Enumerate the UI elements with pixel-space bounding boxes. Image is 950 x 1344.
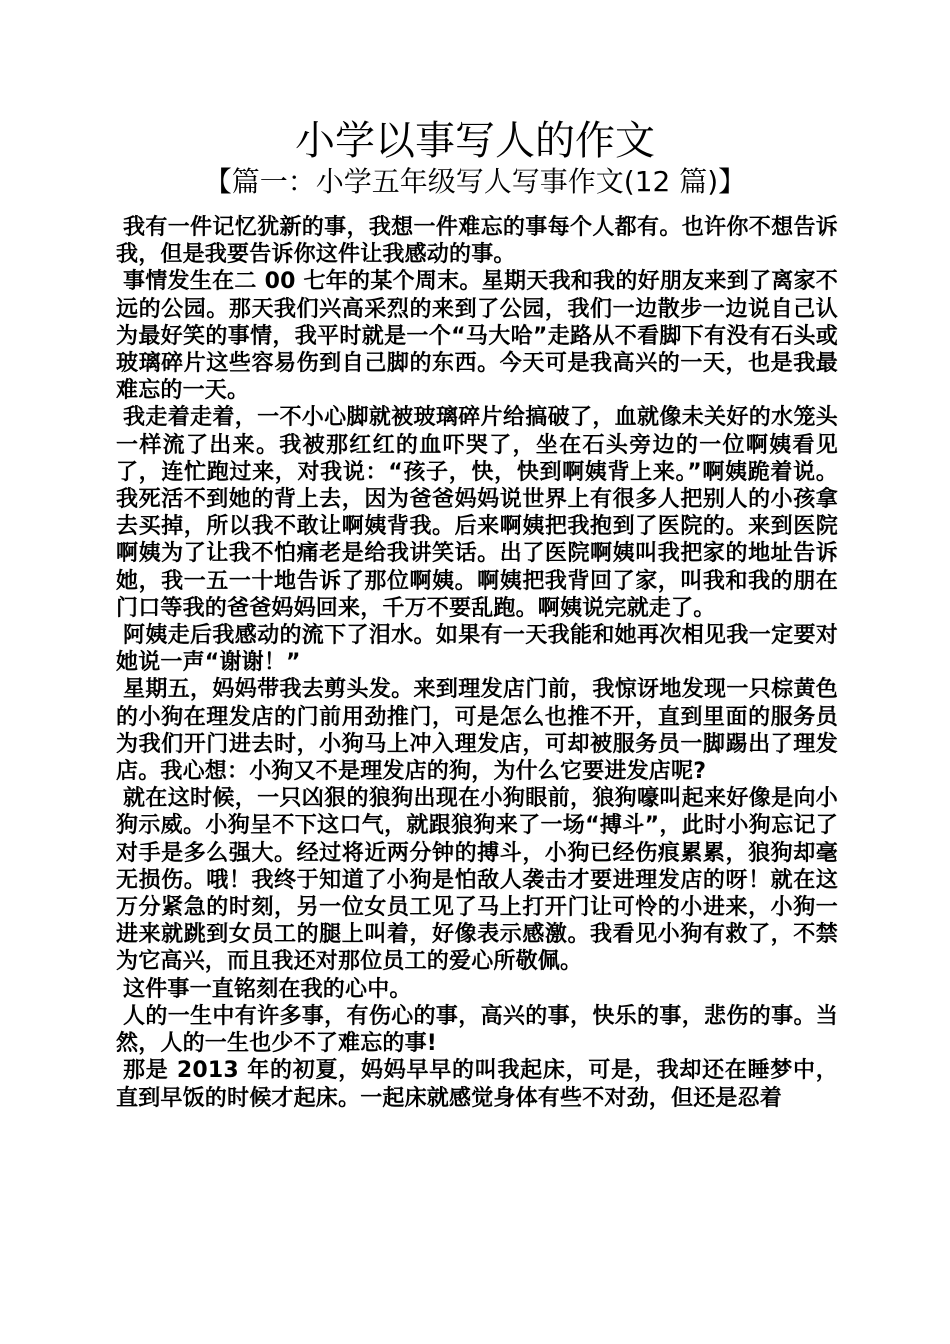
paragraph: 事情发生在二 00 七年的某个周末。星期天我和我的好朋友来到了离家不远的公园。那天我们兴高采烈的来到了公园，我们一边散步一边说自己认为最好笑的事情，我平时就是一个“马大哈”走路从不看脚下有没有石头或玻璃碎片这些容易伤到自己脚的东西。今天可是我高兴的一天，也是我最难忘的一天。 <box>116 269 838 404</box>
paragraph: 这件事一直铭刻在我的心中。 <box>123 976 412 1002</box>
paragraph: 那是 2013 年的初夏，妈妈早早的叫我起床，可是，我却还在睡梦中，直到早饭的时候才起床。一起床就感觉身体有些不对劲，但还是忍着 <box>116 1058 838 1111</box>
paragraph: 人的一生中有许多事，有伤心的事，高兴的事，快乐的事，悲伤的事。当然，人的一生也少不了难忘的事! <box>116 1003 838 1057</box>
document-subtitle: 【篇一：小学五年级写人写事作文(12 篇)】 <box>203 165 747 198</box>
paragraph: 阿姨走后我感动的流下了泪水。如果有一天我能和她再次相见我一定要对她说一声“谢谢！” <box>116 623 838 676</box>
document-title: 小学以事写人的作文 <box>295 118 655 164</box>
paragraph: 我有一件记忆犹新的事，我想一件难忘的事每个人都有。也许你不想告诉我，但是我要告诉你这件让我感动的事。 <box>116 215 838 268</box>
paragraph: 我走着走着，一不小心脚就被玻璃碎片给搞破了，血就像未关好的水笼头一样流了出来。我被那红红的血吓哭了，坐在石头旁边的一位啊姨看见了，连忙跑过来，对我说：“孩子，快，快到啊姨背上来。”啊姨跪着说。我死活不到她的背上去，因为爸爸妈妈说世界上有很多人把别人的小孩拿去买掉，所以我不敢让啊姨背我。后来啊姨把我抱到了医院的。来到医院啊姨为了让我不怕痛老是给我讲笑话。出了医院啊姨叫我把家的地址告诉她，我一五一十地告诉了那位啊姨。啊姨把我背回了家，叫我和我的朋在门口等我的爸爸妈妈回来，千万不要乱跑。啊姨说完就走了。 <box>116 405 838 621</box>
paragraph: 星期五，妈妈带我去剪头发。来到理发店门前，我惊讶地发现一只棕黄色的小狗在理发店的门前用劲推门，可是怎么也推不开，直到里面的服务员为我们开门进去时，小狗马上冲入理发店，可却被服务员一脚踢出了理发店。我心想：小狗又不是理发店的狗，为什么它要进发店呢? <box>116 677 838 785</box>
paragraph: 就在这时候，一只凶狠的狼狗出现在小狗眼前，狼狗嚎叫起来好像是向小狗示威。小狗呈不下这口气，就跟狼狗来了一场“搏斗”，此时小狗忘记了对手是多么强大。经过将近两分钟的搏斗，小狗已经伤痕累累，狼狗却毫无损伤。哦！我终于知道了小狗是怕敌人袭击才要进理发店的呀！就在这万分紧急的时刻，另一位女员工见了马上打开门让可怜的小进来，小狗一进来就跳到女员工的腿上叫着，好像表示感激。我看见小狗有救了，不禁为它高兴，而且我还对那位员工的爱心所敬佩。 <box>116 786 838 975</box>
document-body <box>116 214 838 1112</box>
